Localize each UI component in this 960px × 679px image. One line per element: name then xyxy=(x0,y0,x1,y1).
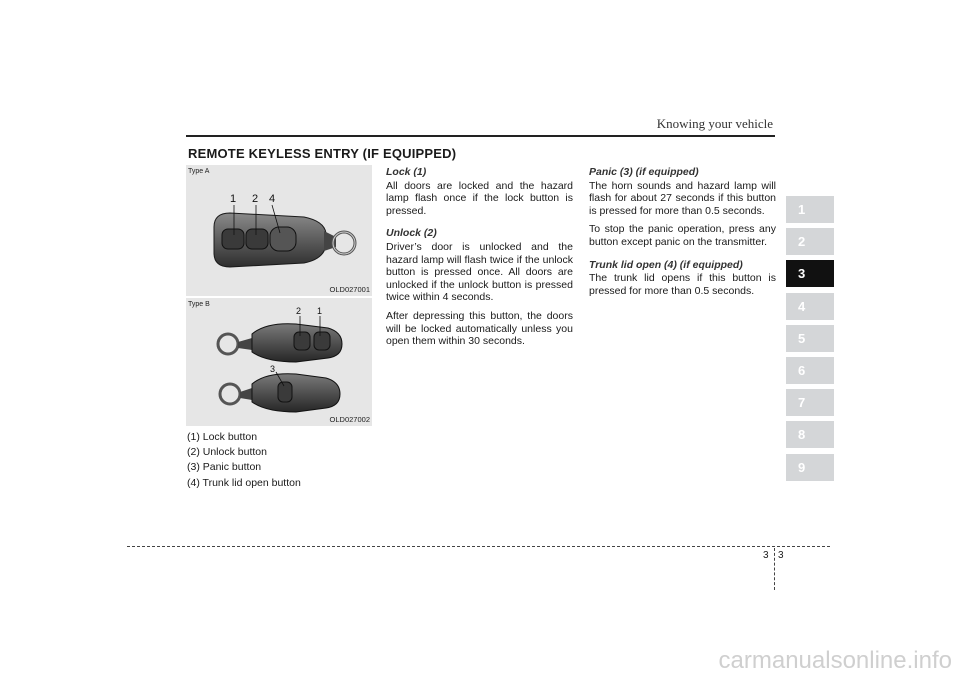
panic-text-2: To stop the panic operation, press any button except panic on the transmitter. xyxy=(589,223,776,248)
figure-type-b xyxy=(186,298,372,426)
chapter-tab-5[interactable]: 5 xyxy=(786,325,834,352)
chapter-tab-1[interactable]: 1 xyxy=(786,196,834,223)
chapter-tab-4[interactable]: 4 xyxy=(786,293,834,320)
remote-key-type-b-illustration xyxy=(186,298,372,426)
unlock-heading: Unlock (2) xyxy=(386,227,437,240)
figure-code: OLD027002 xyxy=(329,415,370,424)
header-title: Knowing your vehicle xyxy=(656,116,773,131)
chapter-tab-7[interactable]: 7 xyxy=(786,389,834,416)
figure-code: OLD027001 xyxy=(329,285,370,294)
callout-b-2: 2 xyxy=(296,306,302,316)
chapter-tab-6[interactable]: 6 xyxy=(786,357,834,384)
middle-column xyxy=(386,166,573,354)
header-rule xyxy=(186,135,775,137)
caption-list xyxy=(187,430,301,491)
lock-heading: Lock (1) xyxy=(386,166,427,178)
callout-a-1: 1 xyxy=(230,193,237,205)
lock-text: All doors are locked and the hazard lamp flash once if the lock button is pressed. xyxy=(386,179,573,217)
page-chapter-number: 3 xyxy=(763,550,769,561)
callout-a-4: 4 xyxy=(269,193,276,205)
chapter-tab-8[interactable]: 8 xyxy=(786,421,834,448)
figure-type-a xyxy=(186,165,372,296)
figure-type-label: Type A xyxy=(188,168,210,175)
callout-a-2: 2 xyxy=(252,193,259,205)
watermark: carmanualsonline.info xyxy=(718,647,952,674)
caption-panic: (3) Panic button xyxy=(187,461,262,474)
caption-unlock: (2) Unlock button xyxy=(187,446,267,459)
trunk-text: The trunk lid opens if this button is pressed for more than 0.5 seconds. xyxy=(589,272,776,297)
footer-tick xyxy=(774,548,775,590)
right-column xyxy=(589,166,776,303)
chapter-tab-2[interactable]: 2 xyxy=(786,228,834,255)
page-number: 3 xyxy=(778,550,784,561)
callout-b-1: 1 xyxy=(317,306,323,316)
caption-trunk: (4) Trunk lid open button xyxy=(187,476,301,489)
trunk-heading: Trunk lid open (4) (if equipped) xyxy=(589,258,743,271)
unlock-text-1: Driver’s door is unlocked and the hazard lamp will flash twice if the unlock button is pressed once. All doors are unlocked if the unlock button is pressed twice within 4 seconds. xyxy=(386,240,573,304)
panic-text-1: The horn sounds and hazard lamp will flash for about 27 seconds if this button is pressed for more than 0.5 seconds. xyxy=(589,179,776,217)
chapter-tab-9[interactable]: 9 xyxy=(786,454,834,481)
figure-type-label: Type B xyxy=(188,301,210,308)
remote-key-type-a-illustration xyxy=(186,165,372,296)
panic-heading: Panic (3) (if equipped) xyxy=(589,166,699,178)
section-heading: REMOTE KEYLESS ENTRY (IF EQUIPPED) xyxy=(188,146,457,161)
unlock-text-2: After depressing this button, the doors will be locked automatically unless you open them within 30 seconds. xyxy=(386,309,573,348)
footer-rule xyxy=(127,546,830,547)
callout-b-3: 3 xyxy=(270,364,276,374)
chapter-tab-3[interactable]: 3 xyxy=(786,260,834,287)
caption-lock: (1) Lock button xyxy=(187,431,258,443)
